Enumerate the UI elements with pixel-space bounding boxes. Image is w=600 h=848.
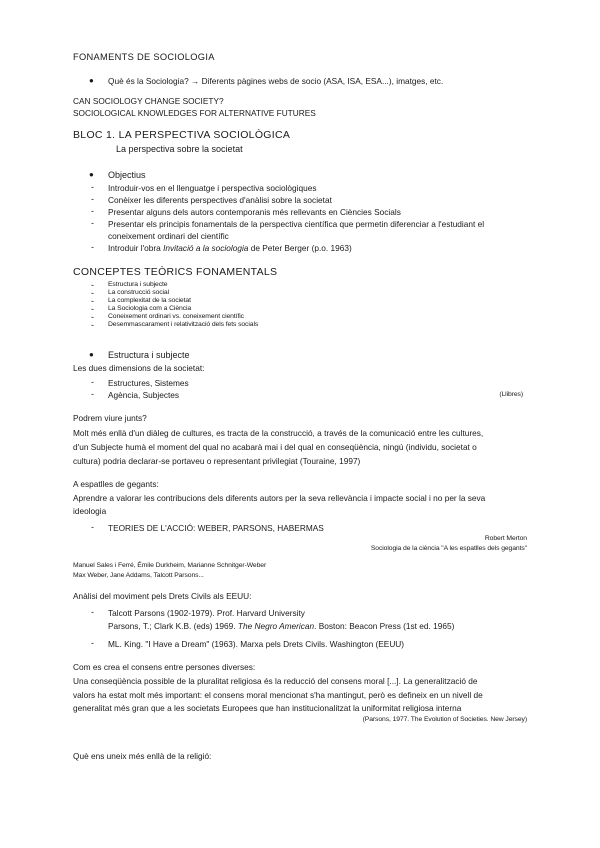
viure-line: cultura) podria declarar-se portaveu o representant privilegiat (Touraine, 1997) <box>73 456 361 466</box>
bullet-icon: ● <box>89 76 94 85</box>
king-item: ML. King. "I Have a Dream" (1963). Marxa pels Drets Civils. Washington (EEUU) <box>108 639 405 649</box>
dash-icon: - <box>91 304 94 314</box>
book-title: Invitació a la sociologia <box>163 243 249 253</box>
parsons-item: Talcott Parsons (1902-1979). Prof. Harvard University <box>108 608 305 618</box>
estructura-heading: Estructura i subjecte <box>108 350 190 360</box>
concepte-item: Desemmascarament i relativització dels fets socials <box>108 321 259 328</box>
objectius-heading: Objectius <box>108 170 146 180</box>
objectius-item: Presentar alguns dels autors contemporanis més rellevants en Ciències Socials <box>108 207 401 217</box>
dash-icon: - <box>91 522 94 532</box>
can-sociology-line: SOCIOLOGICAL KNOWLEDGES FOR ALTERNATIVE FUTURES <box>73 108 316 118</box>
parsons-ref <box>108 620 454 632</box>
final-heading: Què ens uneix més enllà de la religió: <box>73 751 212 761</box>
merton-work-ref: Sociologia de la ciència "A les espatlles dels gegants" <box>370 545 527 552</box>
bullet-icon: ● <box>89 170 94 179</box>
document-title: FONAMENTS DE SOCIOLOGIA <box>73 52 215 62</box>
objectius-item: Conèixer les diferents perspectives d'anàlisi sobre la societat <box>108 195 332 205</box>
viure-line: d'un Subjecte humà el moment del qual no acabarà mai i del qual en conseqüència, ningú (individu, societat o <box>73 442 477 452</box>
merton-ref: Robert Merton <box>484 535 527 542</box>
teories-item: TEORIES DE L'ACCIÓ: WEBER, PARSONS, HABERMAS <box>108 523 324 533</box>
estructura-item: Agència, Subjectes <box>108 390 180 400</box>
gegants-line: ideologia <box>73 506 107 516</box>
consens-line: generalitat més gran que a les societats Europees que han institucionalitzat la uniformitat religiosa interna <box>73 703 462 713</box>
llibres-note: (Llibres) <box>499 391 523 398</box>
authors-line: Manuel Sales i Ferré, Émile Durkheim, Marianne Schnitger-Weber <box>73 562 267 569</box>
dash-icon: - <box>91 607 94 617</box>
dash-icon: - <box>91 320 94 330</box>
dash-icon: - <box>91 182 94 192</box>
objectius-item: Presentar els principis fonamentals de la perspectiva científica que permetin diferenciar a l'estudiant el <box>108 219 485 229</box>
dash-icon: - <box>91 312 94 322</box>
gegants-heading: A espatlles de gegants: <box>73 479 159 489</box>
dash-icon: - <box>91 218 94 228</box>
viure-heading: Podrem viure junts? <box>73 413 147 423</box>
dash-icon: - <box>91 194 94 204</box>
objectius-item-last <box>108 242 352 254</box>
dash-icon: - <box>91 296 94 306</box>
dash-icon: - <box>91 206 94 216</box>
concepte-item: La Sociologia com a Ciència <box>108 305 192 312</box>
consens-line: valors ha estat molt més important: el consens moral mencionat s'ha mantingut, però es defineix en un nivell de <box>73 690 483 700</box>
objectius-item: Introduir-vos en el llenguatge i perspectiva sociològiques <box>108 183 317 193</box>
dash-icon: - <box>91 377 94 387</box>
dash-icon: - <box>91 242 94 252</box>
concepte-item: La complexitat de la societat <box>108 297 191 304</box>
dash-icon: - <box>91 288 94 298</box>
dash-icon: - <box>91 638 94 648</box>
conceptes-heading: CONCEPTES TEÒRICS FONAMENTALS <box>73 266 278 278</box>
gegants-line: Aprendre a valorar les contribucions dels diferents autors per la seva rellevància i impacte social i no per la seva <box>73 493 486 503</box>
objectius-item-continued: coneixement ordinari del científic <box>108 231 229 241</box>
book-title: The Negro American <box>237 621 315 631</box>
bullet-icon: ● <box>89 350 94 359</box>
consens-line: Una conseqüència possible de la pluralitat religiosa és la reducció del consens moral [...]. La generalització de <box>73 676 478 686</box>
estructura-intro: Les dues dimensions de la societat: <box>73 363 205 373</box>
concepte-item: Estructura i subjecte <box>108 281 168 288</box>
objectius-last-pre: Introduir l'obra <box>108 243 164 253</box>
can-sociology-line: CAN SOCIOLOGY CHANGE SOCIETY? <box>73 96 224 106</box>
concepte-item: Coneixement ordinari vs. coneixement científic <box>108 313 244 320</box>
parsons-ref-pre: Parsons, T.; Clark K.B. (eds) 1969. <box>108 621 238 631</box>
dash-icon: - <box>91 389 94 399</box>
objectius-last-post: de Peter Berger (p.o. 1963) <box>248 243 352 253</box>
consens-heading: Com es crea el consens entre persones diverses: <box>73 662 256 672</box>
drets-heading: Anàlisi del moviment pels Drets Civils als EEUU: <box>73 591 252 601</box>
concepte-item: La construcció social <box>108 289 169 296</box>
dash-icon: - <box>91 280 94 290</box>
intro-bullet-text: Què és la Sociologia? → Diferents pàgines webs de socio (ASA, ISA, ESA...), imatges, etc. <box>108 76 444 86</box>
bloc-subtitle: La perspectiva sobre la societat <box>116 144 243 154</box>
parsons-ref-post: . Boston: Beacon Press (1st ed. 1965) <box>314 621 455 631</box>
estructura-item: Estructures, Sistemes <box>108 378 189 388</box>
parsons-1977-ref: (Parsons, 1977. The Evolution of Societies. New Jersey) <box>362 716 527 723</box>
bloc-title: BLOC 1. LA PERSPECTIVA SOCIOLÒGICA <box>73 129 291 141</box>
authors-line: Max Weber, Jane Addams, Talcott Parsons... <box>73 572 204 579</box>
viure-line: Molt més enllà d'un diàleg de cultures, es tracta de la construcció, a través de la comunicació entre les cultures, <box>73 428 484 438</box>
